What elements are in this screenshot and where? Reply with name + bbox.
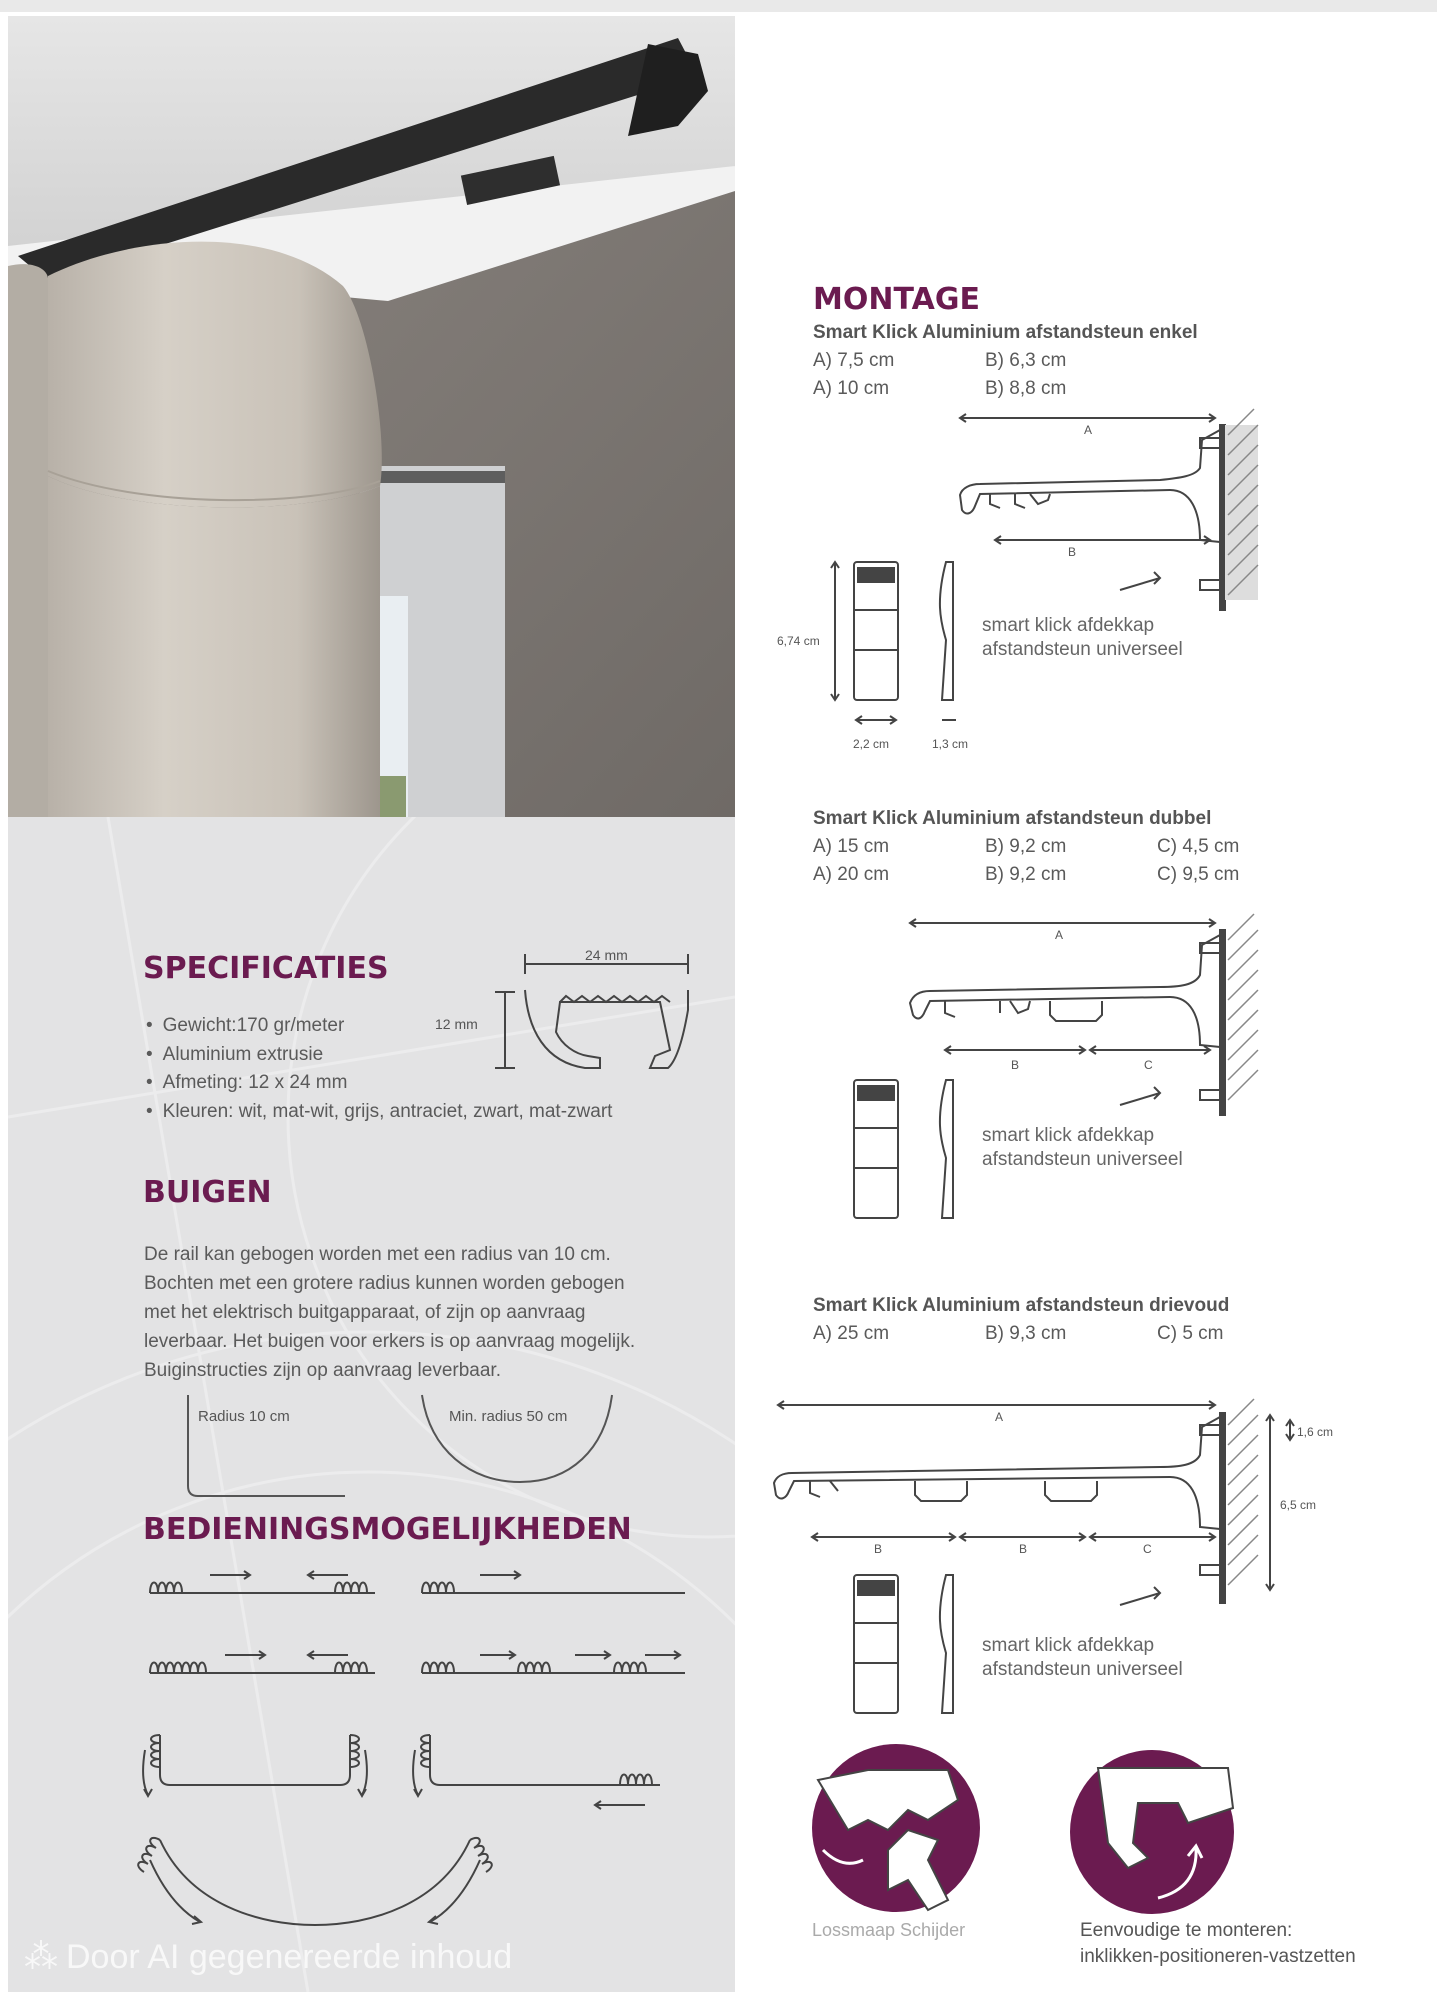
spec-item: • Aluminium extrusie [146, 1041, 612, 1070]
detail-circle-left [808, 1740, 988, 1920]
radius-large-label: Min. radius 50 cm [449, 1408, 568, 1425]
ai-watermark [24, 1937, 512, 1977]
dubbel-value: A) 20 cm [813, 864, 890, 885]
dim-height: 6,74 cm [777, 634, 820, 648]
dim-top: 1,6 cm [1297, 1425, 1334, 1439]
dim-c: C [1144, 1058, 1153, 1072]
detail-circle-right [1068, 1748, 1248, 1918]
dim-b: B [874, 1542, 883, 1556]
dubbel-value: C) 4,5 cm [1157, 836, 1240, 857]
dim-a: A [1084, 423, 1093, 437]
enkel-subtitle: Smart Klick Aluminium afstandsteun enkel [813, 322, 1198, 343]
enkel-value: B) 8,8 cm [985, 378, 1067, 399]
dim-b: B [1068, 545, 1077, 559]
label-line: smart klick afdekkap [982, 615, 1155, 636]
rail-height-label: 12 mm [435, 1016, 478, 1032]
drievoud-label [982, 1634, 1183, 1682]
paragraph-line: met het elektrisch buitgapparaat, of zijn op aanvraag [144, 1302, 586, 1323]
dim-b: B [1019, 1542, 1028, 1556]
rail-profile-drawing [490, 950, 690, 1080]
drievoud-value: C) 5 cm [1157, 1323, 1224, 1344]
dubbel-value: C) 9,5 cm [1157, 864, 1240, 885]
spec-item: • Kleuren: wit, mat-wit, grijs, antraciet, zwart, mat-zwart [146, 1098, 612, 1127]
dim-width: 2,2 cm [853, 737, 890, 751]
rail-width-label: 24 mm [585, 947, 628, 963]
dubbel-value: B) 9,2 cm [985, 864, 1067, 885]
operation-options-drawing [140, 1560, 700, 1940]
bediening-heading: BEDIENINGSMOGELIJKHEDEN [143, 1512, 632, 1547]
dubbel-value: B) 9,2 cm [985, 836, 1067, 857]
dubbel-value: A) 15 cm [813, 836, 890, 857]
paragraph-line: Bochten met een grotere radius kunnen worden gebogen [144, 1273, 625, 1294]
dubbel-subtitle: Smart Klick Aluminium afstandsteun dubbel [813, 808, 1212, 829]
caption-right [1080, 1918, 1356, 1970]
buigen-paragraph [144, 1240, 704, 1385]
product-photo [8, 16, 735, 817]
dim-c: C [1143, 1542, 1152, 1556]
caption-line: Eenvoudige te monteren: [1080, 1920, 1293, 1941]
enkel-value: A) 10 cm [813, 378, 890, 399]
label-line: afstandsteun universeel [982, 1149, 1183, 1170]
dim-height: 6,5 cm [1280, 1498, 1317, 1512]
dim-a: A [1055, 928, 1064, 942]
sparkle-icon: ⁂ [24, 1938, 58, 1976]
enkel-value: B) 6,3 cm [985, 350, 1067, 371]
label-line: smart klick afdekkap [982, 1125, 1155, 1146]
dim-width: 1,3 cm [932, 737, 969, 751]
drievoud-value: A) 25 cm [813, 1323, 890, 1344]
paragraph-line: leverbaar. Het buigen voor erkers is op aanvraag mogelijk. [144, 1331, 636, 1352]
radius-small-label: Radius 10 cm [198, 1408, 290, 1425]
spec-item: • Gewicht:170 gr/meter [146, 1012, 612, 1041]
montage-heading: MONTAGE [813, 282, 980, 317]
top-border [0, 0, 1437, 12]
specs-heading: SPECIFICATIES [143, 951, 389, 986]
buigen-heading: BUIGEN [143, 1175, 272, 1210]
label-line: afstandsteun universeel [982, 639, 1183, 660]
spec-item: • Afmeting: 12 x 24 mm [146, 1069, 612, 1098]
enkel-bracket-drawing [770, 410, 1270, 760]
drievoud-bracket-drawing [770, 1395, 1330, 1795]
enkel-value: A) 7,5 cm [813, 350, 895, 371]
label-line: smart klick afdekkap [982, 1635, 1155, 1656]
paragraph-line: De rail kan gebogen worden met een radius van 10 cm. [144, 1244, 611, 1265]
caption-left: Lossmaap Schijder [812, 1920, 966, 1940]
watermark-text: Door AI gegenereerde inhoud [66, 1938, 513, 1976]
drievoud-value: B) 9,3 cm [985, 1323, 1067, 1344]
dubbel-bracket-drawing [770, 915, 1270, 1225]
dim-a: A [995, 1410, 1004, 1424]
dubbel-label [982, 1124, 1183, 1172]
dim-b: B [1011, 1058, 1020, 1072]
label-line: afstandsteun universeel [982, 1659, 1183, 1680]
drievoud-subtitle: Smart Klick Aluminium afstandsteun drievoud [813, 1295, 1230, 1316]
caption-line: inklikken-positioneren-vastzetten [1080, 1946, 1356, 1967]
paragraph-line: Buiginstructies zijn op aanvraag leverbaar. [144, 1360, 501, 1381]
enkel-label [982, 614, 1183, 662]
